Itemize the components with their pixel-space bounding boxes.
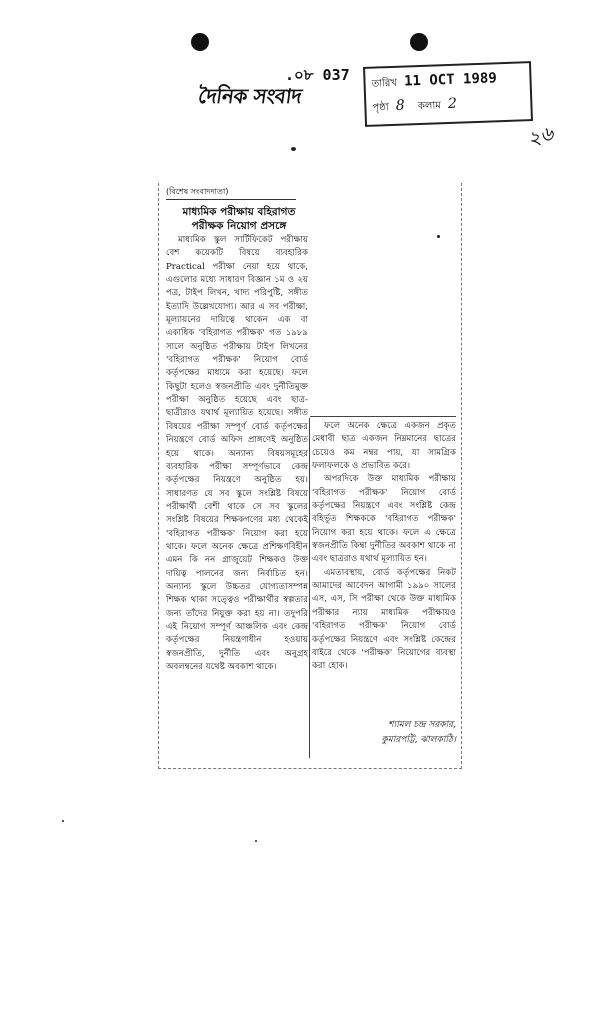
stamp-page-value: 8 [395, 97, 405, 114]
stamp-page-label: পৃষ্ঠা [372, 102, 389, 114]
file-code: .০৮ 037 [285, 66, 350, 84]
punch-hole-left [191, 33, 209, 51]
stamp-page-row [372, 95, 467, 117]
punch-hole-right [410, 33, 428, 51]
article-right-column [312, 420, 456, 710]
date-stamp [363, 61, 533, 127]
column-divider-vertical [309, 418, 310, 758]
article-left-column [166, 234, 308, 759]
stamp-date-label: তারিখ [371, 77, 398, 90]
article-paragraph: অপরদিকে উক্ত মাধ্যমিক পরীক্ষায় 'বহিরাগত পরীক্ষক' নিয়োগ বোর্ড কর্তৃপক্ষের নিয়ন্ত্রণে এবং সংশ্লিষ্ট কেন্দ্র বহির্ভূত শিক্ষককে 'বহিরাগত পরীক্ষক' নিয়োগ করা হয়ে থাকে। ফলে এ ক্ষেত্রে স্বজনপ্রীতি কিম্বা দুর্নীতির অবকাশ থাকে না এবং ছাত্ররাও যথার্থ মূল্যায়িত হন। [312, 474, 456, 565]
article-byline: (বিশেষ সংবাদদাতা) [166, 186, 296, 200]
stamp-column-label: কলাম [417, 100, 442, 113]
stamp-date-row [371, 70, 497, 93]
article-paragraph: ফলে অনেক ক্ষেত্রে একজন প্রকৃত মেধাবী ছাত্র একজন নিম্নমানের ছাত্রের চেয়েও কম নম্বর পায়, যা সামগ্রিক ফলাফলকে ও প্রভাবিত করে। [312, 421, 456, 472]
article-signature [320, 718, 456, 748]
handwritten-note: ২৬ [524, 120, 557, 152]
stamp-column-value: 2 [447, 95, 458, 113]
article-paragraph: এমতাবস্থায়, বোর্ড কর্তৃপক্ষের নিকট আমাদের আবেদন আগামী ১৯৯০ সালের এস, এস, সি পরীক্ষা থেকে উক্ত মাধ্যমিক পরীক্ষার ন্যায় মাধ্যমিক পরীক্ষায়ও 'বহিরাগত পরীক্ষক' নিয়োগ বোর্ড কর্তৃপক্ষের নিয়ন্ত্রণে এবং সংশ্লিষ্ট কেন্দ্রের বাইরে থেকে 'পরীক্ষক' নিয়োগের ব্যবস্থা করা হোক। [312, 567, 456, 672]
newspaper-masthead: দৈনিক সংবাদ [196, 84, 304, 108]
stamp-date-value: 11 OCT 1989 [403, 70, 498, 90]
scan-speck [255, 840, 257, 842]
article-paragraph: মাধ্যমিক স্কুল সার্টিফিকেট পরীক্ষায় বেশ কয়েকটি বিষয়ে ব্যবহারিক Practical পরীক্ষা নেয়া হয়ে থাকে, এগুলোর মধ্যে সাধারণ বিজ্ঞান ১ম ও ২য় পত্র, টাইপ লিখন, খাদ্য পরিপুষ্টি, সঙ্গীত ইত্যাদি উল্লেখযোগ্য। আর এ সব পরীক্ষা, মূল্যায়নের দায়িত্বে থাকেন এক বা একাধিক 'বহিরাগত পরীক্ষক' গত ১৯৮৯ সালে অনুষ্ঠিত পরীক্ষায় টাইপ লিখনের 'বহিরাগত পরীক্ষক' নিয়োগ বোর্ড কর্তৃপক্ষের মাধ্যমে করা হয়েছে। ফলে কিছুটা হলেও স্বজনপ্রীতি এবং দুর্নীতিমুক্ত পরীক্ষা অনুষ্ঠিত হয়েছে এবং ছাত্র-ছাত্রীরাও যথার্থ মূল্যায়িত হয়েছে। সঙ্গীত বিষয়ের পরীক্ষা সম্পূর্ণ বোর্ড কর্তৃপক্ষের নিয়ন্ত্রণে বোর্ড অফিস প্রাঙ্গণেই অনুষ্ঠিত হয়ে থাকে। অন্যান্য বিষয়সমূহের ব্যবহারিক পরীক্ষা সম্পূর্ণভাবে কেন্দ্র কর্তৃপক্ষের নিয়ন্ত্রণে অনুষ্ঠিত হয়। সাধারণত যে সব স্কুলে সংশ্লিষ্ট বিষয়ে পরীক্ষার্থী বেশী থাকে সে সব স্কুলের সংশ্লিষ্ট বিষয়ের শিক্ষকগণের মধ্য থেকেই 'বহিরাগত পরীক্ষক' নিয়োগ করা হয়ে থাকে। ফলে অনেক ক্ষেত্রে প্রশিক্ষণবিহীন এমন কি নন গ্রাজুয়েট শিক্ষকও উক্ত দায়িত্ব পালনের জন্য নির্বাচিত হন। অন্যান্য স্কুলে উচ্চতর যোগ্যতাসম্পন্ন শিক্ষক থাকা সত্ত্বেও পরীক্ষার্থীর স্বল্পতার জন্য তাঁদের নিযুক্ত করা হয় না। তদুপরি এই নিয়োগ সম্পূর্ণ আঞ্চলিক এবং কেন্দ্র কর্তৃপক্ষের নিয়ন্ত্রণাধীন হওয়ায় স্বজনপ্রীতি, দুর্নীতি এবং অনুগ্রহ অবলম্বনের যথেষ্ট অবকাশ থাকে। [166, 235, 308, 672]
author-place: কুমারপট্টি, ঝালকাঠি। [381, 735, 456, 745]
author-name: শ্যামল চন্দ্র সরকার, [388, 720, 456, 730]
column-divider-horizontal [310, 416, 456, 417]
article-headline: মাধ্যমিক পরীক্ষায় বহিরাগত পরীক্ষক নিয়োগ প্রসঙ্গে [182, 206, 296, 232]
scan-speck [437, 235, 440, 238]
scan-speck [291, 147, 296, 151]
scan-speck [62, 820, 64, 822]
